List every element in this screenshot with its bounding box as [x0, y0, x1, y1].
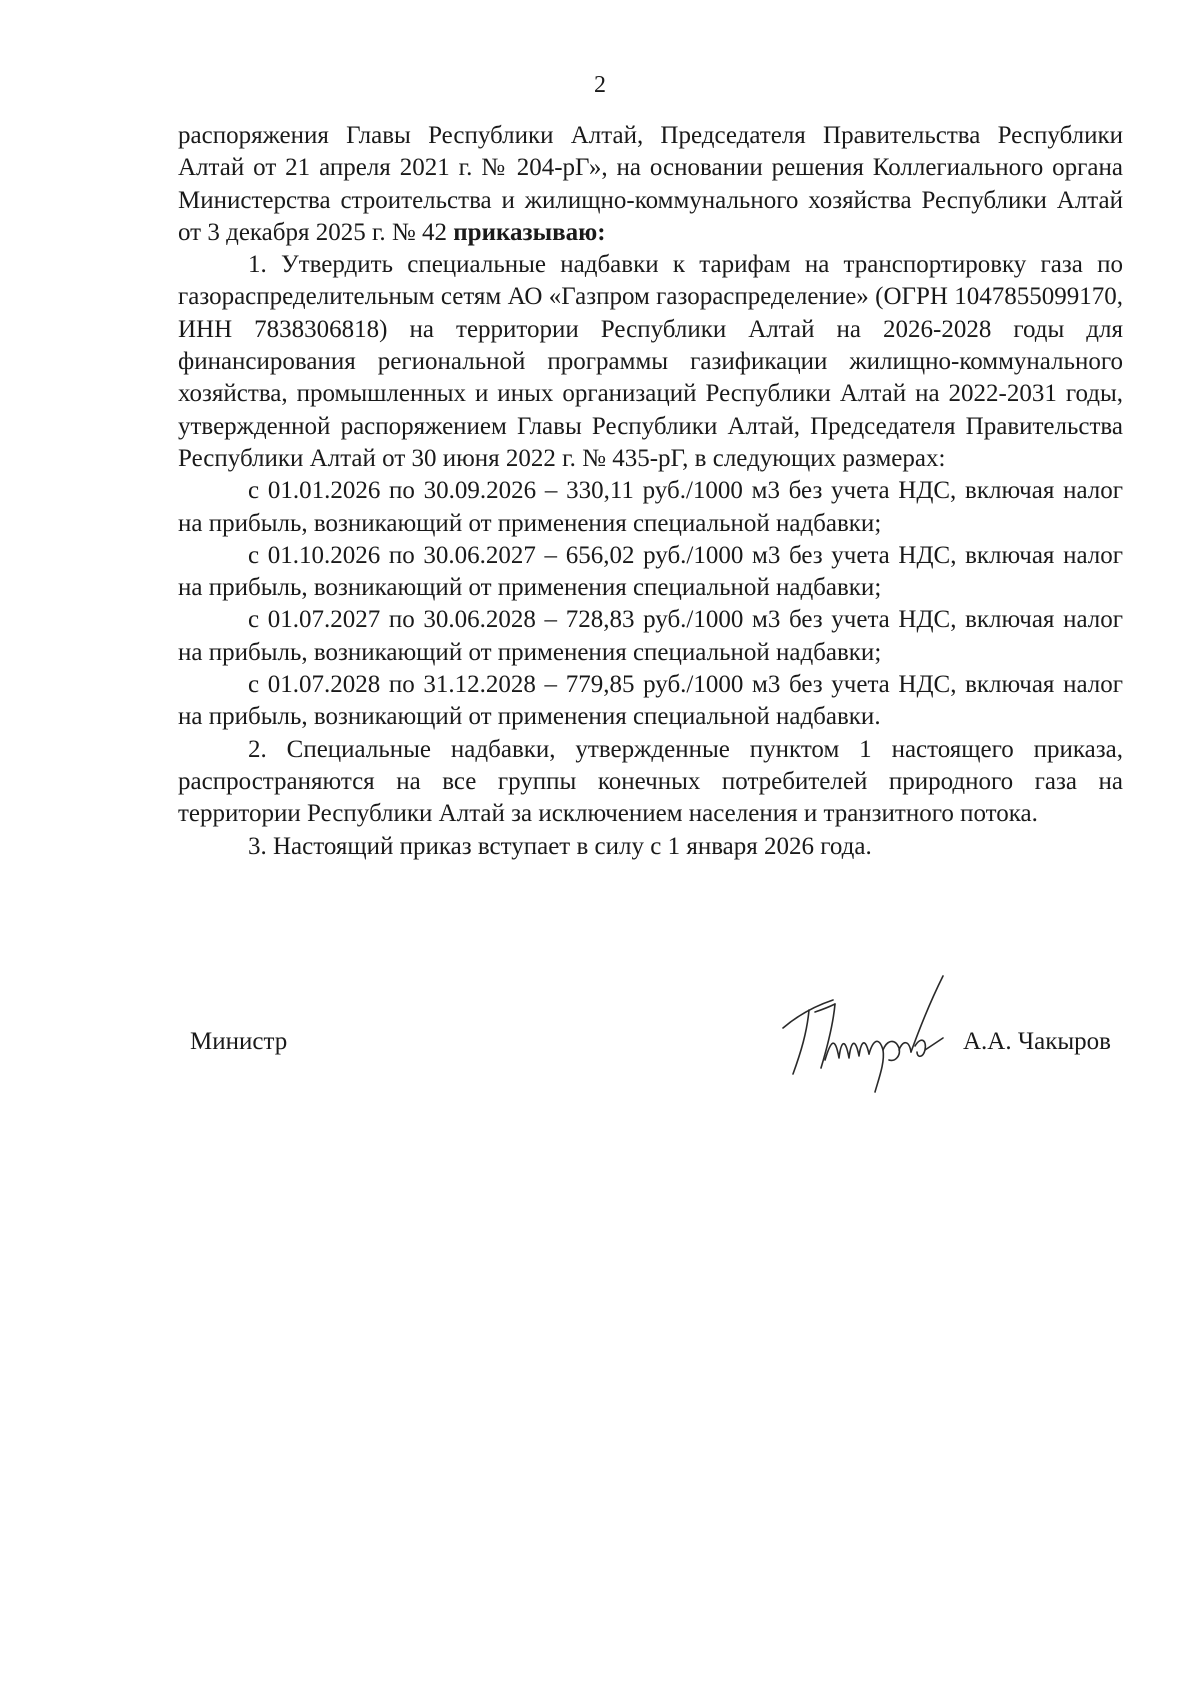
item-1-paragraph: 1. Утвердить специальные надбавки к тарифам на транспортировку газа по газораспределительным сетям АО «Газпром газораспределение» (ОГРН 1047855099170, ИНН 7838306818) на территории Республики Алтай на 2026-2028 годы для финансирования региональной программы газификации жилищно-коммунального хозяйства, промышленных и иных организаций Республики Алтай на 2022-2031 годы, утвержденной распоряжением Главы Республики Алтай, Председателя Правительства Республики Алтай от 30 июня 2022 г. № 435-рГ, в следующих размерах: — [178, 251, 1123, 472]
rate-paragraph-3: с 01.07.2027 по 30.06.2028 – 728,83 руб./1000 м3 без учета НДС, включая налог на прибыль, возникающий от применения специальной надбавки; — [178, 606, 1123, 666]
item-3-paragraph: 3. Настоящий приказ вступает в силу с 1 января 2026 года. — [248, 832, 872, 860]
rate-paragraph-1: с 01.01.2026 по 30.09.2026 – 330,11 руб./1000 м3 без учета НДС, включая налог на прибыль, возникающий от применения специальной надбавки; — [178, 477, 1123, 537]
handwritten-signature — [775, 970, 965, 1100]
signatory-name: А.А. Чакыров — [963, 1028, 1111, 1055]
intro-text: распоряжения Главы Республики Алтай, Председателя Правительства Республики Алтай от 21 апреля 2021 г. № 204-рГ», на основании решения Коллегиального органа Министерства строительства и жилищно-коммунального хозяйства Республики Алтай от 3 декабря 2025 г. № 42 — [178, 122, 1123, 246]
order-body — [178, 120, 1123, 863]
signature-block — [0, 970, 1200, 1100]
page-number: 2 — [594, 72, 606, 98]
signatory-title: Министр — [190, 1028, 288, 1055]
order-keyword: приказываю: — [453, 218, 606, 246]
item-2-paragraph: 2. Специальные надбавки, утвержденные пунктом 1 настоящего приказа, распространяются на все группы конечных потребителей природного газа на территории Республики Алтай за исключением населения и транзитного потока. — [178, 735, 1123, 828]
intro-paragraph — [178, 120, 1123, 249]
rate-paragraph-4: с 01.07.2028 по 31.12.2028 – 779,85 руб./1000 м3 без учета НДС, включая налог на прибыль, возникающий от применения специальной надбавки. — [178, 671, 1123, 731]
rate-paragraph-2: с 01.10.2026 по 30.06.2027 – 656,02 руб./1000 м3 без учета НДС, включая налог на прибыль, возникающий от применения специальной надбавки; — [178, 541, 1123, 602]
